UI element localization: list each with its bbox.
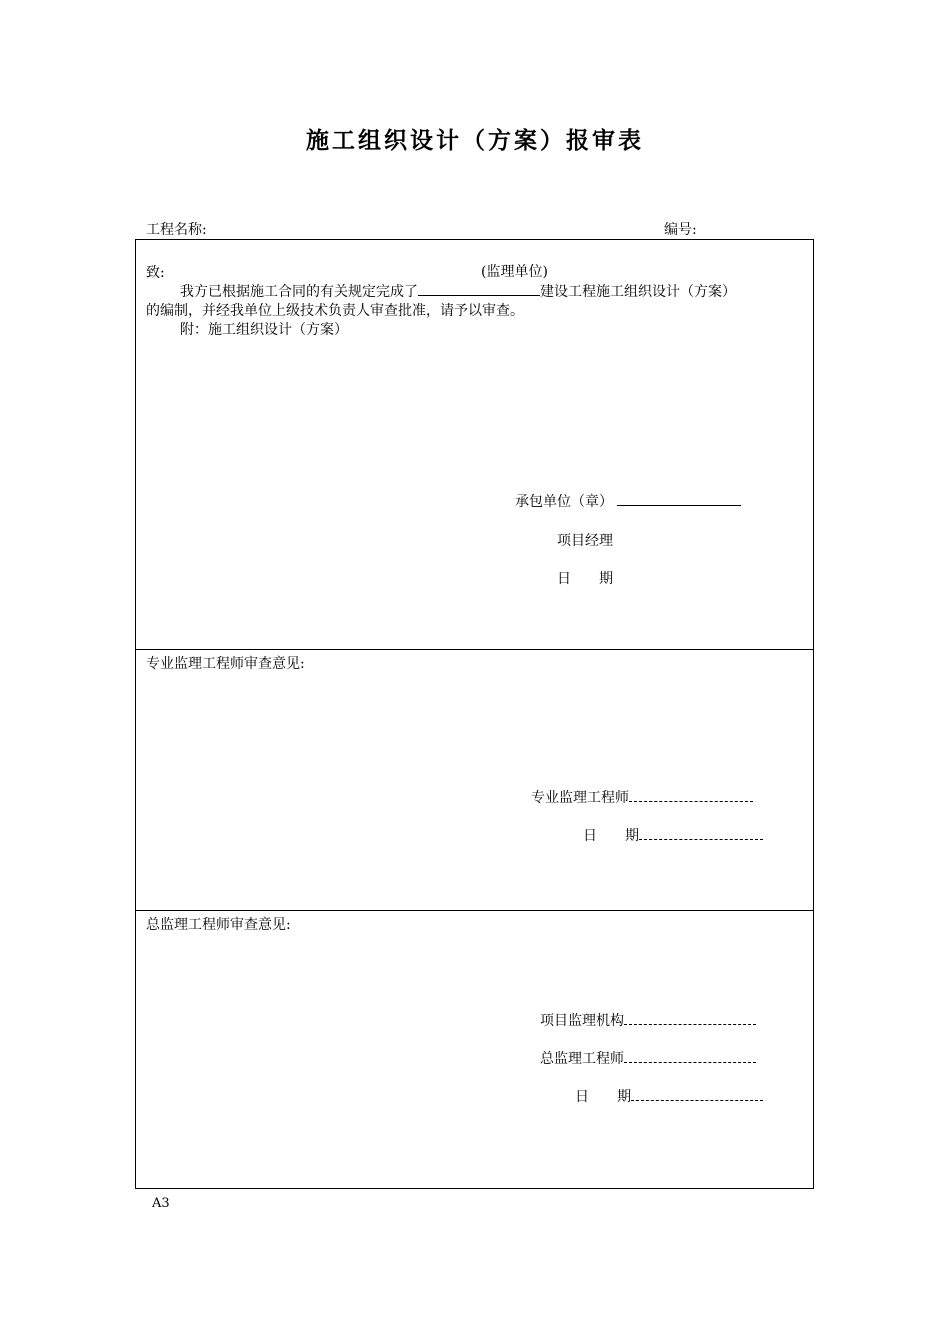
- application-text-part-b: 建设工程施工组织设计（方案）: [540, 284, 736, 300]
- chief-date-blank[interactable]: [631, 1088, 763, 1101]
- specialist-date-row: [583, 825, 763, 845]
- contractor-date-label: 日 期: [557, 571, 613, 587]
- number-label: 编号:: [664, 222, 697, 238]
- application-text-line1: [180, 281, 736, 301]
- specialist-engineer-blank[interactable]: [629, 789, 753, 802]
- supervisor-unit-hint: (监理单位): [481, 264, 548, 280]
- chief-review-heading: 总监理工程师审查意见:: [146, 917, 291, 933]
- form-title: 施工组织设计（方案）报审表: [306, 128, 644, 154]
- specialist-review-heading: 专业监理工程师审查意见:: [146, 656, 305, 672]
- project-name-label: 工程名称:: [146, 222, 207, 238]
- specialist-date-blank[interactable]: [639, 827, 763, 840]
- contractor-seal-label: 承包单位（章）: [515, 494, 613, 510]
- project-name-blank[interactable]: [418, 281, 540, 296]
- chief-date-row: [575, 1086, 763, 1106]
- supervision-agency-row: [540, 1010, 756, 1030]
- application-text-line2: 的编制，并经我单位上级技术负责人审查批准，请予以审查。: [146, 303, 524, 319]
- supervision-agency-label: 项目监理机构: [540, 1013, 624, 1029]
- specialist-engineer-label: 专业监理工程师: [531, 790, 629, 806]
- chief-date-label: 日 期: [575, 1089, 631, 1105]
- specialist-engineer-row: [531, 787, 753, 807]
- supervision-agency-blank[interactable]: [624, 1012, 756, 1025]
- section-divider-2: [135, 910, 814, 911]
- form-code: A3: [152, 1196, 170, 1211]
- chief-engineer-label: 总监理工程师: [540, 1051, 624, 1067]
- project-manager-label: 项目经理: [557, 533, 613, 549]
- attachment-note: 附：施工组织设计（方案）: [180, 322, 348, 338]
- application-text-part-a: 我方已根据施工合同的有关规定完成了: [180, 284, 418, 300]
- to-label: 致:: [146, 265, 165, 281]
- chief-engineer-blank[interactable]: [624, 1050, 756, 1063]
- section-divider-1: [135, 649, 814, 650]
- contractor-seal-blank[interactable]: [617, 491, 741, 506]
- form-table: [135, 239, 814, 1189]
- chief-engineer-row: [540, 1048, 756, 1068]
- contractor-seal-row: [515, 491, 741, 511]
- specialist-date-label: 日 期: [583, 828, 639, 844]
